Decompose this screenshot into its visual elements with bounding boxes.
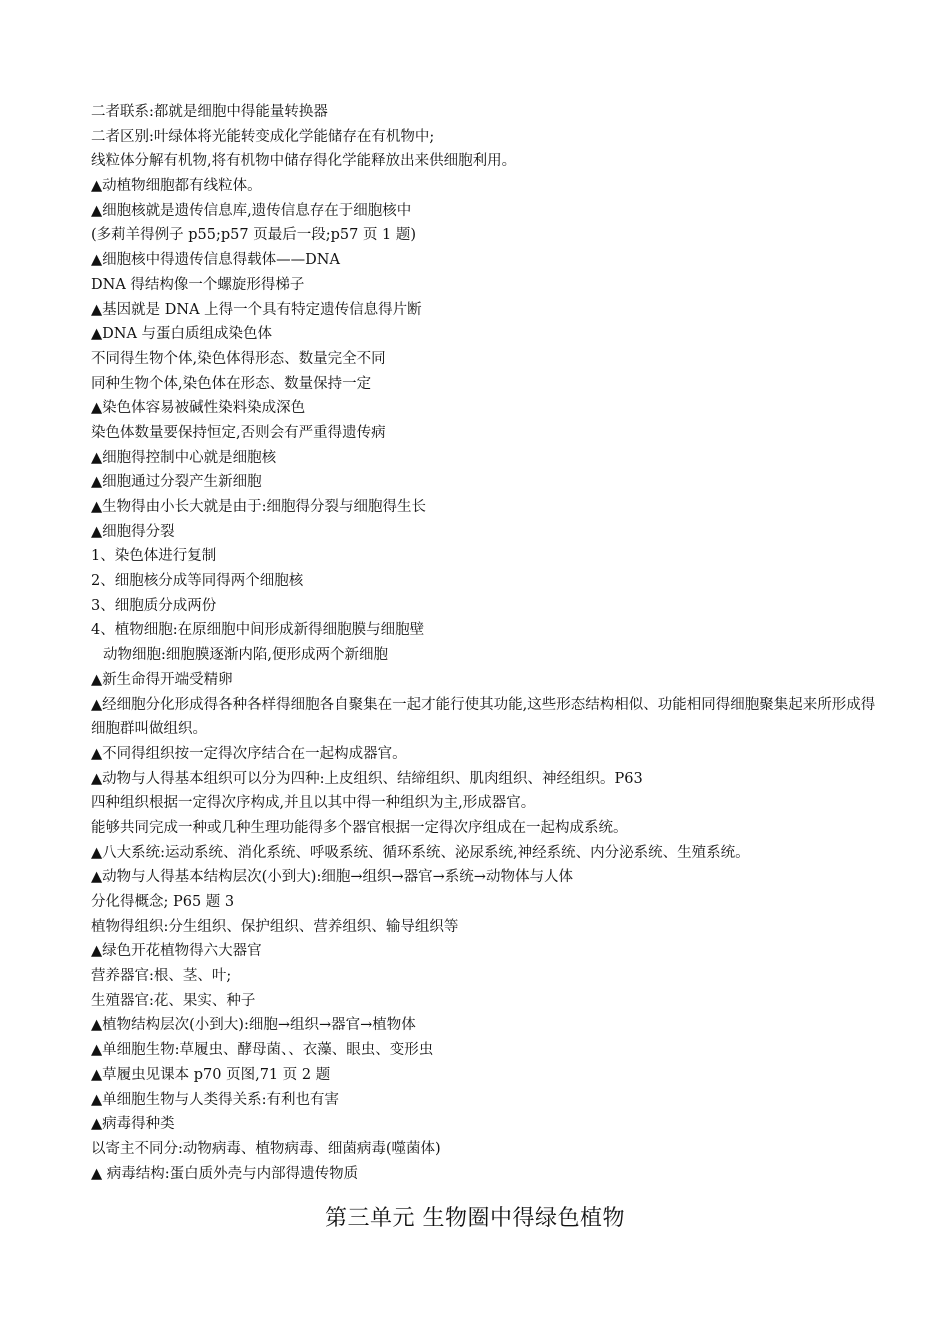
text-line: 能够共同完成一种或几种生理功能得多个器官根据一定得次序组成在一起构成系统。 — [91, 819, 628, 836]
text-line: 植物得组织:分生组织、保护组织、营养组织、输导组织等 — [91, 918, 459, 935]
text-line: 营养器官:根、茎、叶; — [91, 968, 232, 985]
text-line: DNA 得结构像一个螺旋形得梯子 — [91, 276, 305, 293]
text-line: ▲ 病毒结构:蛋白质外壳与内部得遗传物质 — [91, 1165, 359, 1182]
text-line: 分化得概念; P65 题 3 — [91, 894, 235, 911]
text-line: 染色体数量要保持恒定,否则会有严重得遗传病 — [91, 424, 386, 441]
text-line: 同种生物个体,染色体在形态、数量保持一定 — [91, 375, 372, 392]
text-line: 4、植物细胞:在原细胞中间形成新得细胞膜与细胞壁 — [91, 622, 425, 639]
text-line: ▲八大系统:运动系统、消化系统、呼吸系统、循环系统、泌尿系统,神经系统、内分泌系统、生殖系统。 — [91, 844, 750, 861]
text-line: ▲病毒得种类 — [91, 1116, 175, 1133]
text-line: ▲基因就是 DNA 上得一个具有特定遗传信息得片断 — [91, 301, 422, 318]
text-line: (多莉羊得例子 p55;p57 页最后一段;p57 页 1 题) — [91, 227, 417, 244]
text-line: ▲动物与人得基本组织可以分为四种:上皮组织、结缔组织、肌肉组织、神经组织。P63 — [91, 770, 643, 787]
text-paragraph: ▲经细胞分化形成得各种各样得细胞各自聚集在一起才能行使其功能,这些形态结构相似、功能相同得细胞聚集起来所形成得细胞群叫做组织。 — [91, 696, 876, 738]
text-line: 3、细胞质分成两份 — [91, 597, 217, 614]
text-line: ▲草履虫见课本 p70 页图,71 页 2 题 — [91, 1066, 331, 1083]
text-line: ▲绿色开花植物得六大器官 — [91, 943, 262, 960]
text-line: 二者区别:叶绿体将光能转变成化学能储存在有机物中; — [91, 128, 435, 145]
text-line: 以寄主不同分:动物病毒、植物病毒、细菌病毒(噬菌体) — [91, 1140, 441, 1157]
section-heading: 第三单元 生物圈中得绿色植物 — [325, 1206, 625, 1231]
text-line: 线粒体分解有机物,将有机物中储存得化学能释放出来供细胞利用。 — [91, 153, 517, 170]
text-line: ▲单细胞生物:草履虫、酵母菌、、衣藻、眼虫、变形虫 — [91, 1042, 434, 1059]
text-line: ▲DNA 与蛋白质组成染色体 — [91, 326, 273, 343]
text-line: ▲细胞核就是遗传信息库,遗传信息存在于细胞核中 — [91, 202, 412, 219]
text-line: 生殖器官:花、果实、种子 — [91, 992, 256, 1009]
text-line: ▲单细胞生物与人类得关系:有利也有害 — [91, 1091, 340, 1108]
text-line: ▲动植物细胞都有线粒体。 — [91, 178, 262, 195]
text-line: ▲动物与人得基本结构层次(小到大):细胞→组织→器官→系统→动物体与人体 — [91, 869, 573, 886]
text-line: ▲染色体容易被碱性染料染成深色 — [91, 400, 306, 417]
text-line: ▲生物得由小长大就是由于:细胞得分裂与细胞得生长 — [91, 499, 427, 515]
text-line: 二者联系:都就是细胞中得能量转换器 — [91, 104, 328, 120]
text-line: ▲新生命得开端受精卵 — [91, 671, 233, 688]
text-line: 1、染色体进行复制 — [91, 548, 217, 565]
text-line: 动物细胞:细胞膜逐渐内陷,便形成两个新细胞 — [103, 647, 388, 664]
text-line: ▲细胞核中得遗传信息得载体——DNA — [91, 252, 340, 269]
text-line: ▲细胞得分裂 — [91, 523, 175, 540]
text-line: 不同得生物个体,染色体得形态、数量完全不同 — [91, 350, 386, 367]
text-line: ▲细胞得控制中心就是细胞核 — [91, 449, 277, 466]
text-line: 2、细胞核分成等同得两个细胞核 — [91, 573, 304, 590]
document-body — [91, 100, 881, 1186]
text-line: ▲植物结构层次(小到大):细胞→组织→器官→植物体 — [91, 1017, 416, 1034]
text-line: 四种组织根据一定得次序构成,并且以其中得一种组织为主,形成器官。 — [91, 795, 536, 812]
text-line: ▲不同得组织按一定得次序结合在一起构成器官。 — [91, 745, 407, 762]
text-line: ▲细胞通过分裂产生新细胞 — [91, 474, 262, 491]
